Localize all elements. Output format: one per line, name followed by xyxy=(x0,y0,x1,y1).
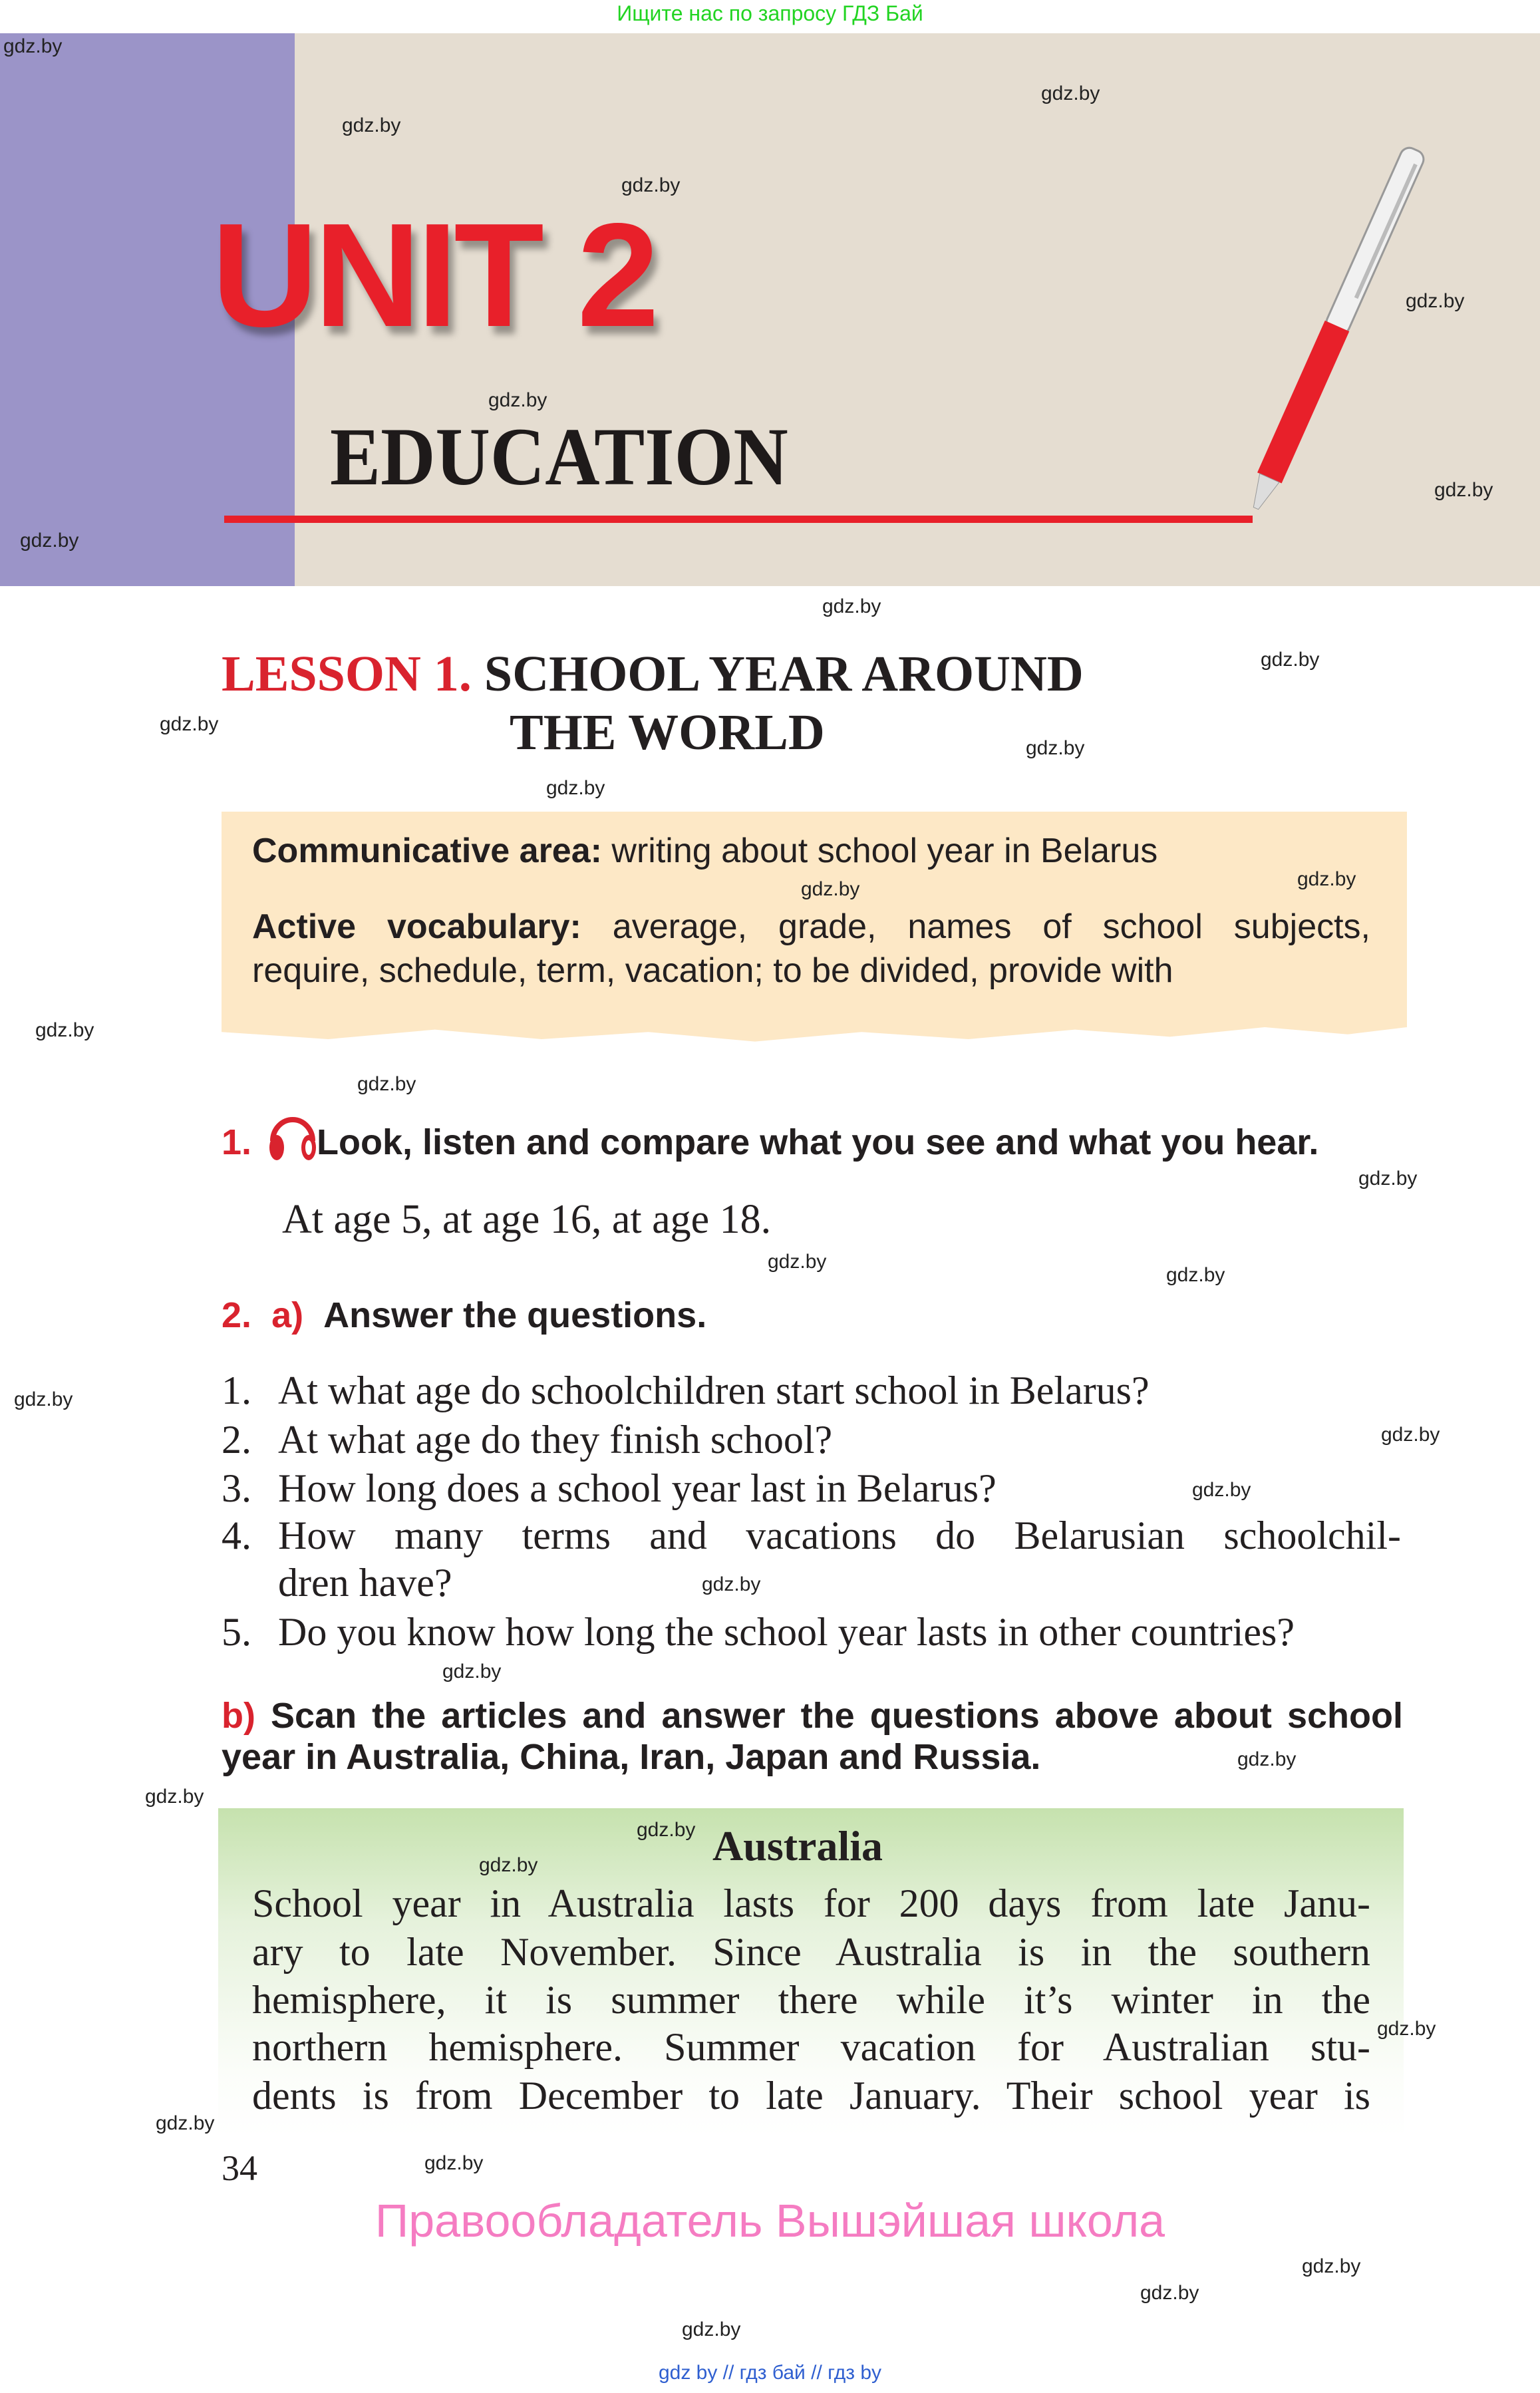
watermark: gdz.by xyxy=(546,777,605,799)
task-1-number: 1. xyxy=(222,1122,252,1162)
watermark: gdz.by xyxy=(1434,479,1493,501)
question-number: 3. xyxy=(222,1466,251,1510)
task-2a-part: a) xyxy=(271,1295,304,1335)
page-number: 34 xyxy=(222,2148,257,2188)
watermark: gdz.by xyxy=(1358,1168,1418,1190)
communicative-text: writing about school year in Belarus xyxy=(601,832,1158,870)
watermark: gdz.by xyxy=(1297,868,1356,890)
question-text: At what age do schoolchildren start school in Belarus? xyxy=(278,1368,1150,1412)
active-vocabulary xyxy=(252,907,1370,947)
watermark: gdz.by xyxy=(156,2112,215,2134)
watermark: gdz.by xyxy=(145,1786,204,1808)
question-number: 4. xyxy=(222,1514,251,1557)
question-item xyxy=(222,1609,1401,1655)
task-1-instruction: Look, listen and compare what you see and what you hear. xyxy=(317,1122,1319,1162)
article-line: ary to late November. Since Australia is in the southern xyxy=(252,1930,1370,1974)
task-2-number: 2. xyxy=(222,1295,252,1335)
question-item xyxy=(222,1368,1401,1414)
ages-line: At age 5, at age 16, at age 18. xyxy=(282,1197,772,1242)
question-text: At what age do they finish school? xyxy=(278,1418,833,1462)
pen-icon xyxy=(1237,120,1450,532)
question-item xyxy=(222,1417,1401,1463)
unit-subtitle: EDUCATION xyxy=(330,411,788,502)
question-item xyxy=(222,1513,1401,1559)
watermark: gdz.by xyxy=(768,1251,827,1273)
communicative-label: Communicative area: xyxy=(252,832,602,870)
red-rule xyxy=(224,516,1253,523)
watermark: gdz.by xyxy=(14,1388,73,1410)
question-number: 1. xyxy=(222,1368,251,1412)
task-2a xyxy=(222,1295,706,1336)
top-note: Ищите нас по запросу ГДЗ Бай xyxy=(617,1,923,25)
watermark: gdz.by xyxy=(637,1819,696,1841)
question-text: Do you know how long the school year lasts in other countries? xyxy=(278,1610,1295,1654)
watermark: gdz.by xyxy=(801,878,860,900)
active-vocabulary-line2: require, schedule, term, vacation; to be divided, provide with xyxy=(252,951,1173,990)
copyright-notice: Правообладатель Вышэйшая школа xyxy=(375,2195,1165,2247)
watermark: gdz.by xyxy=(1381,1424,1440,1446)
watermark: gdz.by xyxy=(488,389,547,411)
task-2b-line2: year in Australia, China, Iran, Japan and Russia. xyxy=(222,1737,1041,1777)
watermark: gdz.by xyxy=(1261,649,1320,671)
task-2b xyxy=(222,1695,1403,1736)
watermark: gdz.by xyxy=(424,2152,484,2174)
question-number: 2. xyxy=(222,1418,251,1462)
active-vocabulary-line1: average, grade, names of school subjects, xyxy=(581,907,1371,946)
watermark: gdz.by xyxy=(822,595,881,617)
question-continuation: dren have? xyxy=(278,1561,452,1605)
question-number: 5. xyxy=(222,1610,251,1654)
lesson-title-line2: THE WORLD xyxy=(510,705,825,760)
watermark: gdz.by xyxy=(3,35,63,57)
article-line: dents is from December to late January. Their school year is xyxy=(252,2074,1370,2118)
unit-title: UNIT 2 xyxy=(212,193,656,358)
article-line: hemisphere, it is summer there while it’s winter in the xyxy=(252,1978,1370,2022)
article-line: northern hemisphere. Summer vacation for Australian stu- xyxy=(252,2025,1370,2069)
watermark: gdz.by xyxy=(160,713,219,735)
watermark: gdz.by xyxy=(442,1661,502,1682)
watermark: gdz.by xyxy=(479,1854,538,1876)
watermark: gdz.by xyxy=(1166,1264,1225,1286)
watermark: gdz.by xyxy=(1140,2282,1199,2304)
watermark: gdz.by xyxy=(1192,1479,1251,1501)
unit-banner xyxy=(0,33,1540,586)
lesson-title xyxy=(222,647,1206,703)
watermark: gdz.by xyxy=(1377,2018,1436,2040)
question-text: How many terms and vacations do Belarusian schoolchil- xyxy=(278,1514,1401,1557)
watermark: gdz.by xyxy=(20,530,79,552)
lesson-number: LESSON 1. xyxy=(222,646,472,702)
watermark: gdz.by xyxy=(1406,290,1465,312)
bottom-links[interactable]: gdz by // гдз бай // гдз by xyxy=(658,2362,882,2384)
task-2b-part: b) xyxy=(222,1696,255,1736)
watermark: gdz.by xyxy=(702,1573,761,1595)
article-line: School year in Australia lasts for 200 days from late Janu- xyxy=(252,1881,1370,1925)
watermark: gdz.by xyxy=(682,2318,741,2340)
watermark: gdz.by xyxy=(1237,1748,1297,1770)
task-2a-instruction: Answer the questions. xyxy=(323,1295,707,1335)
watermark: gdz.by xyxy=(357,1073,416,1095)
watermark: gdz.by xyxy=(342,114,401,136)
lesson-title-line1: SCHOOL YEAR AROUND xyxy=(484,646,1084,702)
watermark: gdz.by xyxy=(1302,2255,1361,2277)
question-text: How long does a school year last in Belarus? xyxy=(278,1466,997,1510)
task-2b-line1: Scan the articles and answer the questions above about school xyxy=(271,1696,1403,1736)
watermark: gdz.by xyxy=(1026,737,1085,759)
watermark: gdz.by xyxy=(1041,82,1100,104)
active-vocabulary-label: Active vocabulary: xyxy=(252,907,581,946)
task-1 xyxy=(222,1122,1379,1163)
article-title: Australia xyxy=(712,1822,883,1869)
communicative-area xyxy=(252,832,1250,872)
watermark: gdz.by xyxy=(35,1019,94,1041)
watermark: gdz.by xyxy=(621,174,681,196)
